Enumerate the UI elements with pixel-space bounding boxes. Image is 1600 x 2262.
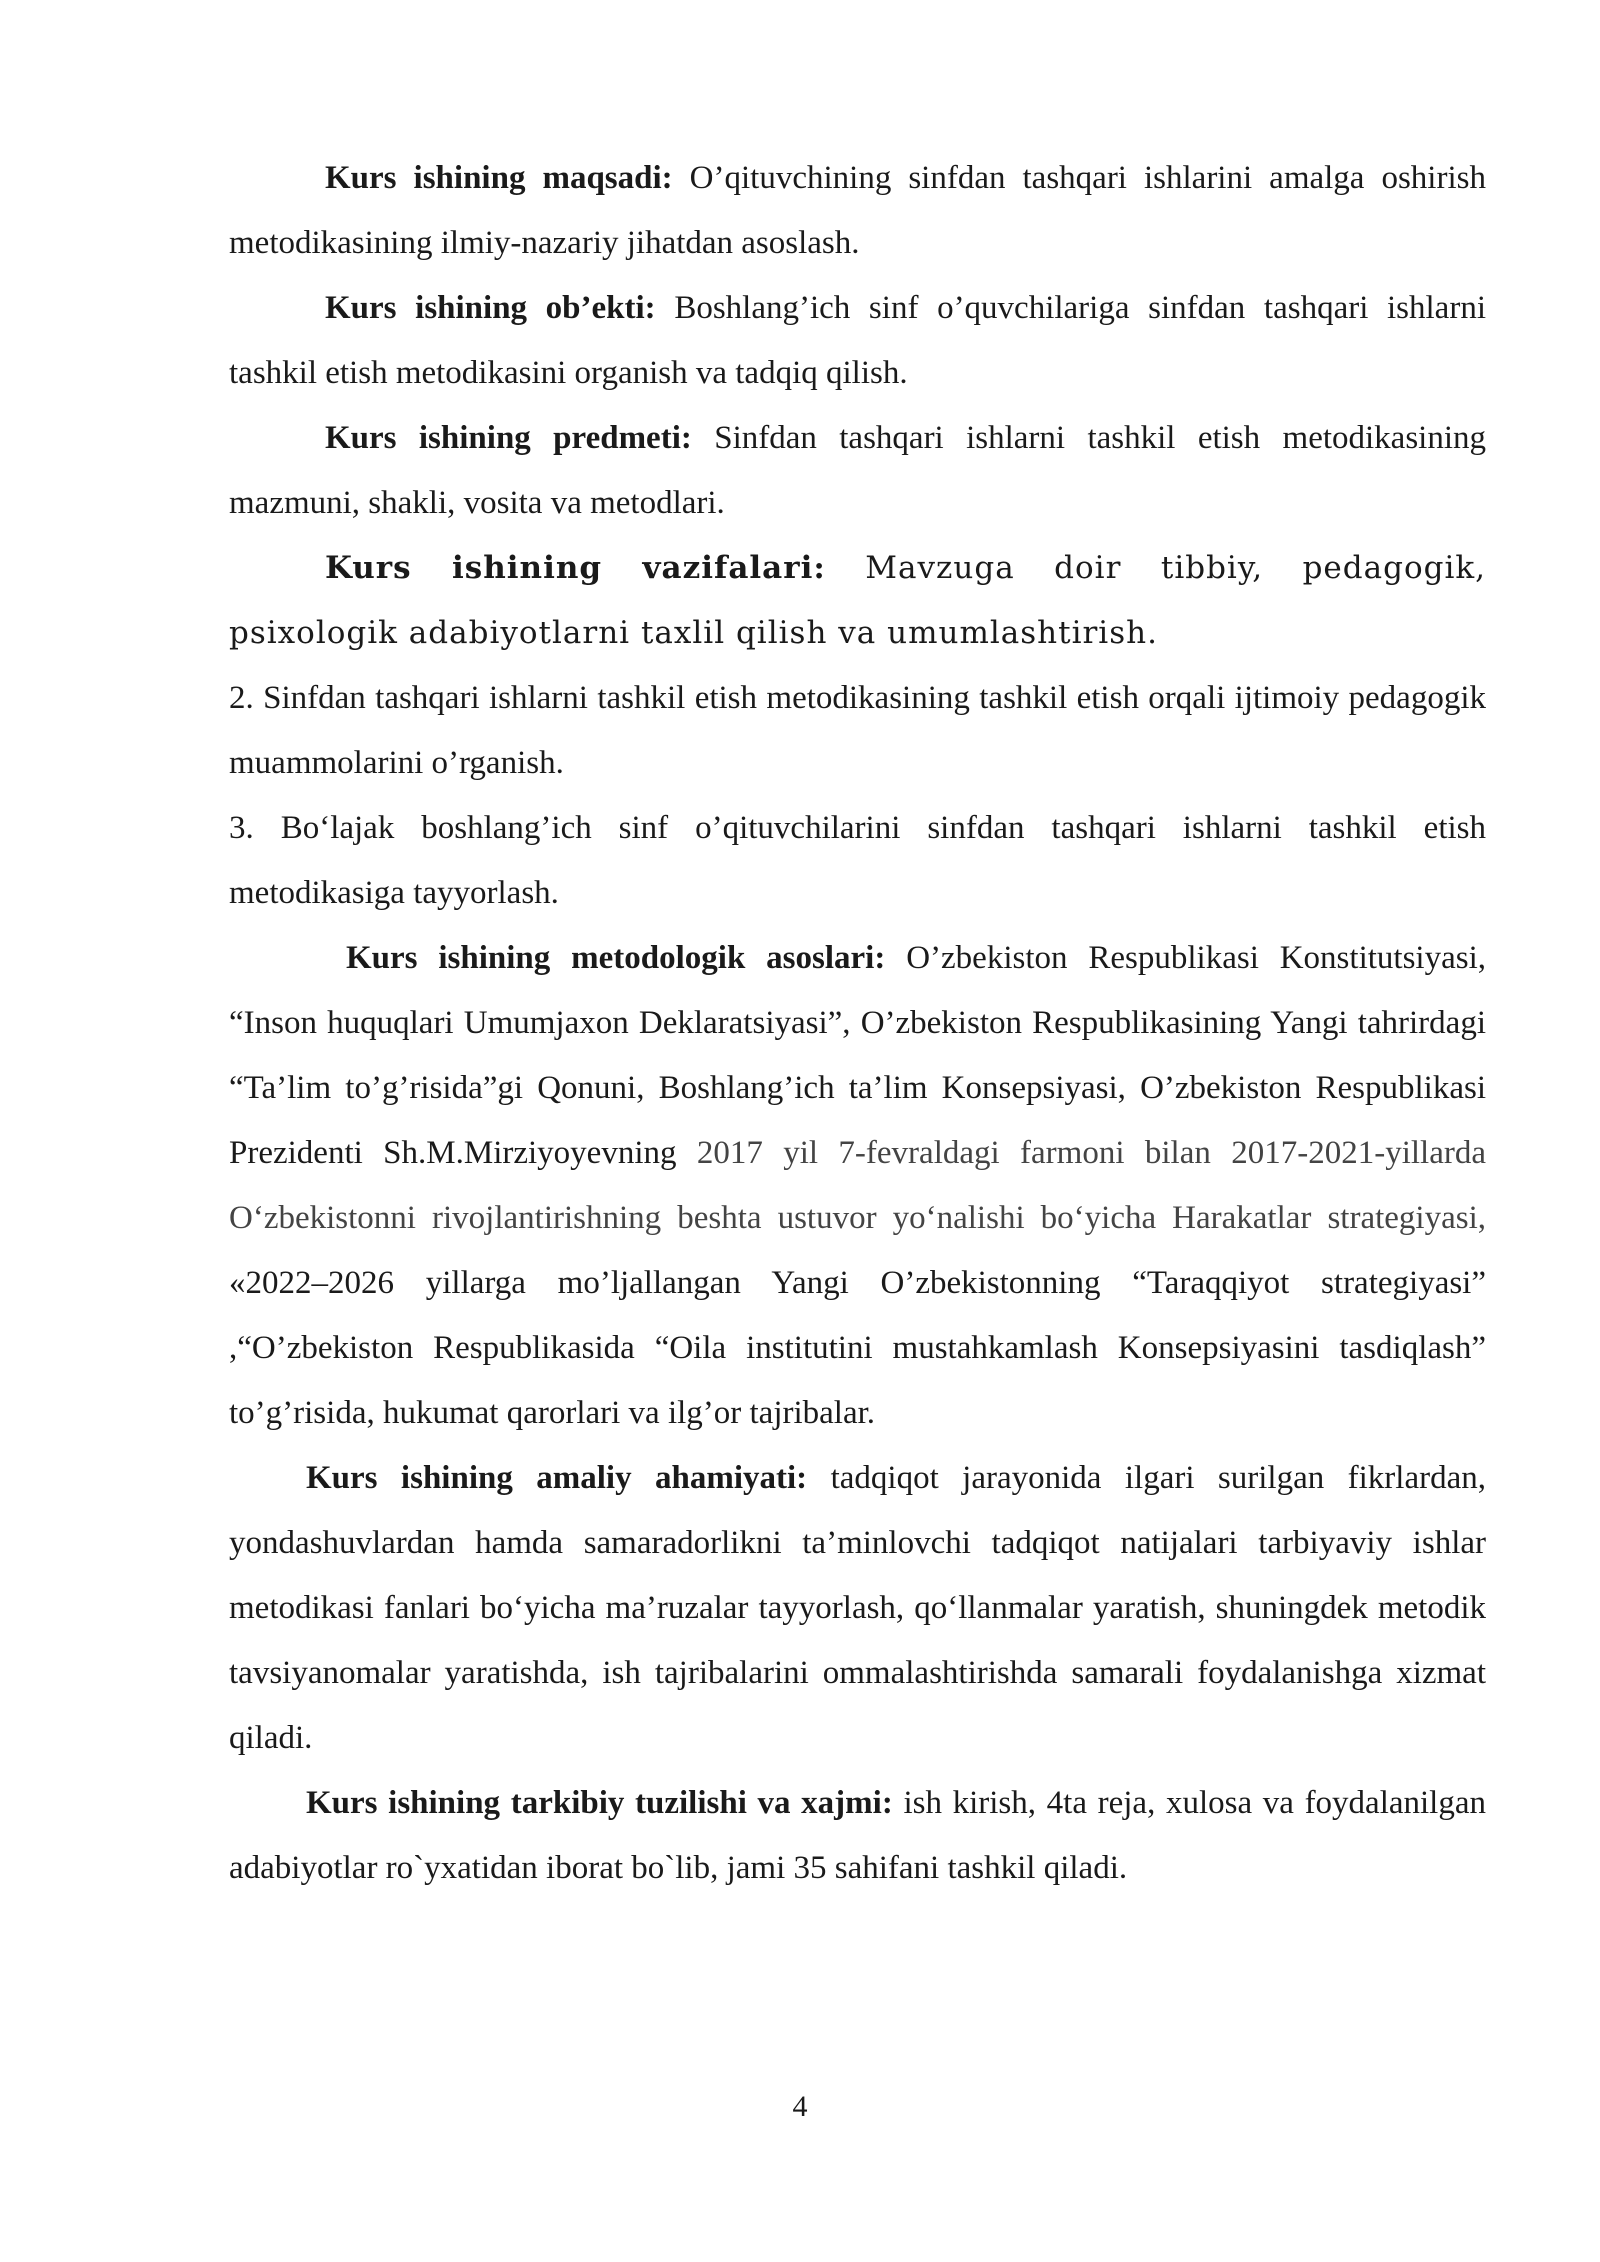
paragraph-goal [229, 146, 1486, 276]
paragraph-text: ish kirish, 4ta reja, xulosa va foydalanilgan adabiyotlar ro`yxatidan iborat bo`lib, jami 35 sahifani tashkil qiladi. [229, 1785, 1487, 1886]
paragraph-subject [229, 406, 1486, 536]
paragraph-label: Kurs ishining metodologik asoslari: [346, 940, 886, 976]
paragraph-label: Kurs ishining vazifalari: [325, 550, 826, 586]
paragraph-methodology [229, 926, 1486, 1446]
paragraph-text-grey: 2017 yil 7-fevraldagi farmoni bilan 2017-2021-yillarda O‘zbekistonni rivojlantirishning beshta ustuvor yo‘nalishi bo‘yicha Harakatlar strategiyasi, [229, 1135, 1486, 1236]
paragraph-text: O’zbekiston Respublikasi Konstitutsiyasi, “Inson huquqlari Umumjaxon Deklaratsiyasi”, O’zbekiston Respublikasining Yangi tahrirdagi “Ta’lim to’g’risida”gi Qonuni, Boshlang’ich ta’lim Konsepsiyasi, O’zbekiston Respublikasi Prezidenti Sh.M.Mirziyoyevning [229, 940, 1486, 1171]
paragraph-text-end: «2022–2026 yillarga mo’ljallangan Yangi O’zbekistonning “Taraqqiyot strategiyasi” ,“O’zbekiston Respublikasida “Oila institutini mustahkamlash Konsepsiyasini tasdiqlash” to’g’risida, hukumat qarorlari va ilg’or tajribalar. [229, 1265, 1486, 1431]
paragraph-label: Kurs ishining amaliy ahamiyati: [306, 1460, 808, 1496]
paragraph-text: 3. Bo‘lajak boshlang’ich sinf o’qituvchilarini sinfdan tashqari ishlarni tashkil etish metodikasiga tayyorlash. [229, 810, 1486, 911]
paragraph-task-2 [229, 666, 1486, 796]
paragraph-object [229, 276, 1486, 406]
paragraph-label: Kurs ishining predmeti: [325, 420, 692, 456]
paragraph-text: Mavzuga doir tibbiy, pedagogik, psixologik adabiyotlarni taxlil qilish va umumlashtirish. [229, 550, 1487, 651]
document-body [229, 146, 1486, 1901]
paragraph-task-3 [229, 796, 1486, 926]
page-number: 4 [792, 2090, 808, 2123]
paragraph-label: Kurs ishining ob’ekti: [325, 290, 656, 326]
paragraph-structure [229, 1771, 1486, 1901]
paragraph-text: Sinfdan tashqari ishlarni tashkil etish metodikasining mazmuni, shakli, vosita va metodlari. [229, 420, 1487, 521]
paragraph-label: Kurs ishining maqsadi: [325, 160, 673, 196]
paragraph-text: 2. Sinfdan tashqari ishlarni tashkil etish metodikasining tashkil etish orqali ijtimoiy pedagogik muammolarini o’rganish. [229, 680, 1486, 781]
paragraph-tasks [229, 536, 1486, 666]
paragraph-text: tadqiqot jarayonida ilgari surilgan fikrlardan, yondashuvlardan hamda samaradorlikni ta’minlovchi tadqiqot natijalari tarbiyaviy ishlar metodikasi fanlari bo‘yicha ma’ruzalar tayyorlash, qo‘llanmalar yaratish, shuningdek metodik tavsiyanomalar yaratishda, ish tajribalarini ommalashtirishda samarali foydalanishga xizmat qiladi. [229, 1460, 1486, 1756]
paragraph-label: Kurs ishining tarkibiy tuzilishi va xajmi: [306, 1785, 893, 1821]
paragraph-text: Boshlang’ich sinf o’quvchilariga sinfdan tashqari ishlarni tashkil etish metodikasini organish va tadqiq qilish. [229, 290, 1486, 391]
paragraph-practical-significance [229, 1446, 1486, 1771]
paragraph-text: O’qituvchining sinfdan tashqari ishlarini amalga oshirish metodikasining ilmiy-nazariy jihatdan asoslash. [229, 160, 1486, 261]
